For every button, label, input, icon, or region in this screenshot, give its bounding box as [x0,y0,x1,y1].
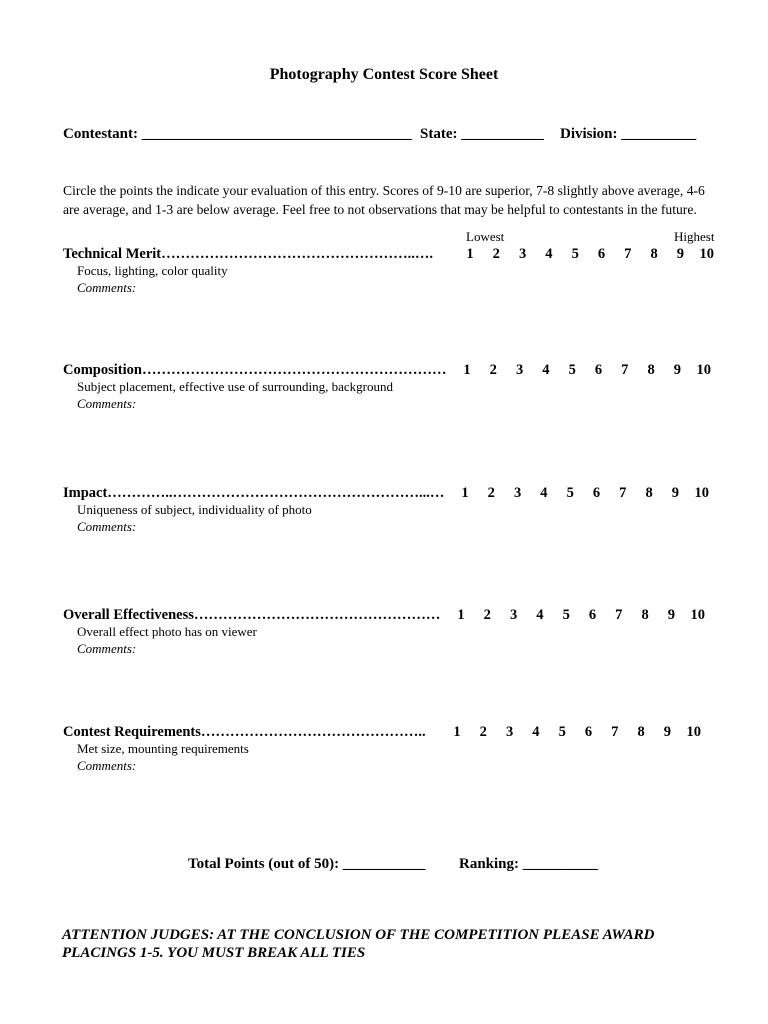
score-option-9[interactable]: 9 [671,485,680,501]
score-option-2[interactable]: 2 [492,246,500,262]
score-option-10[interactable]: 10 [686,724,701,740]
criterion-description: Uniqueness of subject, individuality of photo [77,502,312,517]
criterion-title: Impact…………..……………………………………………...… [63,485,445,501]
score-option-2[interactable]: 2 [479,724,487,740]
score-option-8[interactable]: 8 [637,724,645,740]
criterion-title: Composition……………………………………………………… [63,362,447,378]
score-option-5[interactable]: 5 [562,607,570,623]
criterion-comments-label: Comments: [77,758,137,773]
score-option-5[interactable]: 5 [566,485,574,501]
score-option-9[interactable]: 9 [673,362,682,378]
score-option-8[interactable]: 8 [641,607,649,623]
score-option-6[interactable]: 6 [597,246,606,262]
score-option-2[interactable]: 2 [483,607,491,623]
score-option-8[interactable]: 8 [645,485,653,501]
criterion-title: Overall Effectiveness…………………………………………… [63,607,441,623]
criterion-description: Subject placement, effective use of surrounding, background [77,379,393,394]
score-option-2[interactable]: 2 [489,362,497,378]
score-option-7[interactable]: 7 [621,362,629,378]
score-option-1[interactable]: 1 [463,362,471,378]
score-option-6[interactable]: 6 [584,724,593,740]
score-option-8[interactable]: 8 [647,362,655,378]
score-option-7[interactable]: 7 [611,724,619,740]
contestant-field[interactable]: Contestant: ____________________________________ [63,126,412,142]
division-field[interactable]: Division: __________ [560,126,697,142]
page-title: Photography Contest Score Sheet [269,66,499,83]
ranking-field[interactable]: Ranking: __________ [459,856,598,872]
total-points-field[interactable]: Total Points (out of 50): ___________ [188,856,426,872]
score-option-9[interactable]: 9 [667,607,676,623]
criterion-comments-label: Comments: [77,641,137,656]
criterion-description: Met size, mounting requirements [77,741,249,756]
score-option-2[interactable]: 2 [487,485,495,501]
scale-lowest-label: Lowest [466,229,505,244]
score-option-4[interactable]: 4 [532,724,540,740]
score-option-7[interactable]: 7 [619,485,627,501]
criterion-comments-label: Comments: [77,396,137,411]
score-option-5[interactable]: 5 [568,362,576,378]
score-option-6[interactable]: 6 [592,485,601,501]
state-field[interactable]: State: ___________ [420,126,544,142]
score-option-6[interactable]: 6 [588,607,597,623]
attention-judges-note: ATTENTION JUDGES: AT THE CONCLUSION OF THE COMPETITION PLEASE AWARD PLACINGS 1-5. YOU MUST BREAK ALL TIES [62,927,655,961]
criterion-description: Overall effect photo has on viewer [77,624,257,639]
score-option-9[interactable]: 9 [663,724,672,740]
score-option-4[interactable]: 4 [540,485,548,501]
criterion-comments-label: Comments: [77,280,137,295]
score-option-3[interactable]: 3 [518,246,527,262]
score-option-1[interactable]: 1 [466,246,474,262]
score-option-9[interactable]: 9 [676,246,685,262]
score-option-5[interactable]: 5 [571,246,579,262]
score-option-4[interactable]: 4 [536,607,544,623]
criterion-description: Focus, lighting, color quality [77,263,228,278]
scale-highest-label: Highest [674,229,715,244]
score-option-10[interactable]: 10 [699,246,714,262]
score-option-3[interactable]: 3 [505,724,514,740]
score-option-3[interactable]: 3 [513,485,522,501]
score-option-7[interactable]: 7 [624,246,632,262]
score-option-1[interactable]: 1 [453,724,461,740]
score-option-1[interactable]: 1 [457,607,465,623]
criterion-title: Contest Requirements……………………………………….. [63,724,426,740]
score-option-3[interactable]: 3 [509,607,518,623]
score-option-8[interactable]: 8 [650,246,658,262]
score-option-1[interactable]: 1 [461,485,469,501]
criterion-comments-label: Comments: [77,519,137,534]
score-option-7[interactable]: 7 [615,607,623,623]
score-option-6[interactable]: 6 [594,362,603,378]
criterion-title: Technical Merit……………………………………………..…. [63,246,433,262]
score-option-4[interactable]: 4 [545,246,553,262]
score-option-3[interactable]: 3 [515,362,524,378]
score-option-10[interactable]: 10 [696,362,711,378]
score-option-10[interactable]: 10 [690,607,705,623]
score-option-5[interactable]: 5 [558,724,566,740]
score-option-10[interactable]: 10 [694,485,709,501]
instructions-text: Circle the points the indicate your evaluation of this entry. Scores of 9-10 are superior, 7-8 slightly above average, 4-6 are average, and 1-3 are below average. Feel free to not observations that may be helpful to contestants in the future. [63,183,705,217]
score-option-4[interactable]: 4 [542,362,550,378]
